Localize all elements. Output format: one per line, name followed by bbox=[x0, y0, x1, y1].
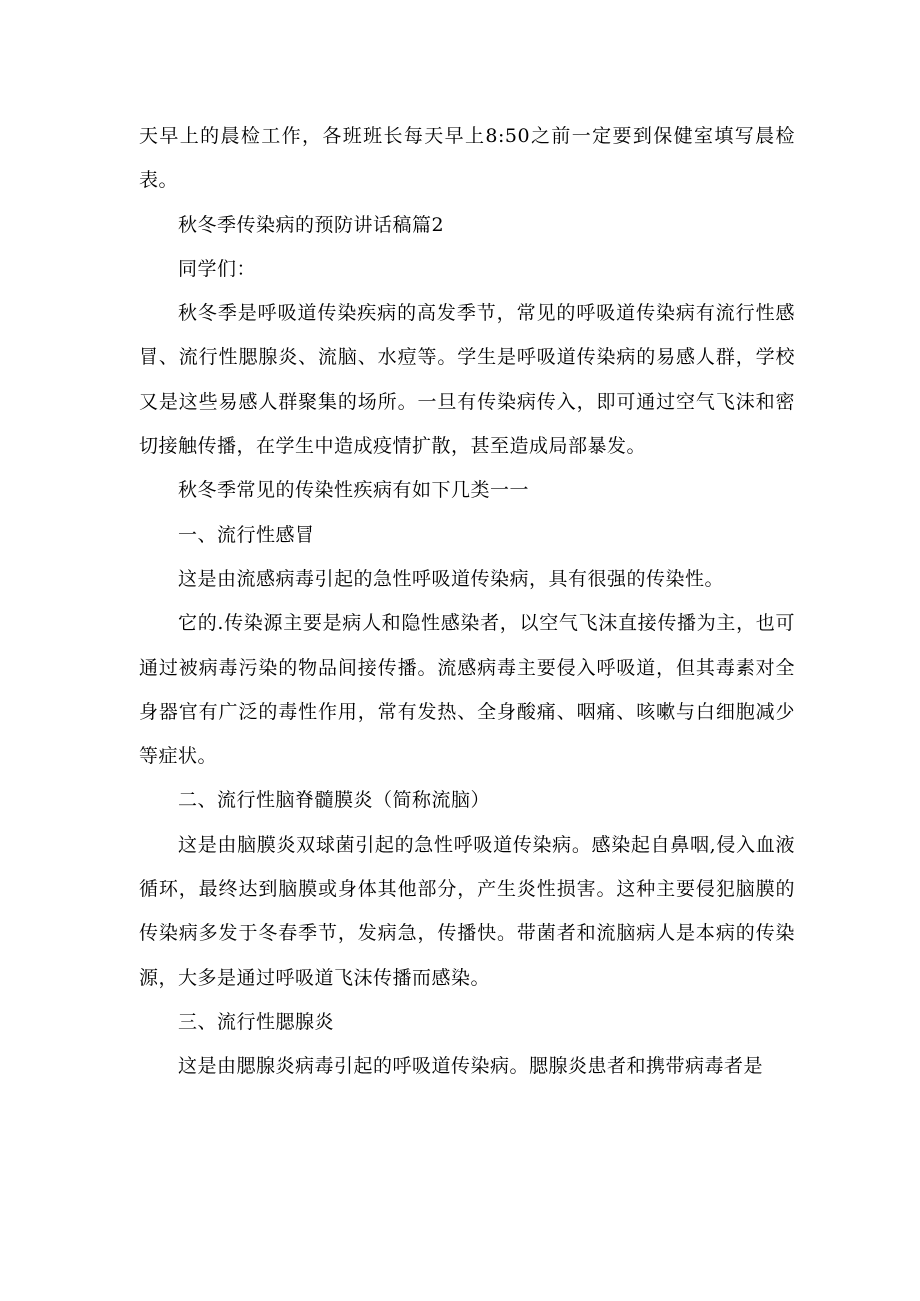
salutation: 同学们： bbox=[178, 257, 257, 280]
paragraph: 这是由流感病毒引起的急性呼吸道传染病，具有很强的传染性。 bbox=[178, 567, 725, 590]
subheading-influenza: 一、流行性感冒 bbox=[178, 523, 315, 546]
paragraph: 秋冬季是呼吸道传染疾病的高发季节，常见的呼吸道传染病有流行性感冒、流行性腮腺炎、流脑、水痘等。学生是呼吸道传染病的易感人群，学校又是这些易感人群聚集的场所。一旦有传染病传入，即可通过空气飞沫和密切接触传播，在学生中造成疫情扩散，甚至造成局部暴发。 bbox=[139, 302, 795, 458]
paragraph: 秋冬季常见的传染性疾病有如下几类一一 bbox=[178, 479, 530, 502]
section-heading: 秋冬季传染病的预防讲话稿篇2 bbox=[178, 213, 445, 236]
subheading-meningitis: 二、流行性脑脊髓膜炎（简称流脑） bbox=[178, 789, 491, 812]
paragraph: 这是由脑膜炎双球菌引起的急性呼吸道传染病。感染起自鼻咽,侵入血液循环，最终达到脑膜或身体其他部分，产生炎性损害。这种主要侵犯脑膜的传染病多发于冬春季节，发病急，传播快。带菌者和流脑病人是本病的传染源，大多是通过呼吸道飞沫传播而感染。 bbox=[139, 833, 795, 989]
paragraph: 它的.传染源主要是病人和隐性感染者，以空气飞沫直接传播为主，也可通过被病毒污染的物品间接传播。流感病毒主要侵入呼吸道，但其毒素对全身器官有广泛的毒性作用，常有发热、全身酸痛、咽痛、咳嗽与白细胞减少等症状。 bbox=[139, 612, 795, 768]
document-body bbox=[139, 114, 795, 1089]
paragraph: 这是由腮腺炎病毒引起的呼吸道传染病。腮腺炎患者和携带病毒者是 bbox=[178, 1055, 764, 1078]
subheading-mumps: 三、流行性腮腺炎 bbox=[178, 1010, 335, 1033]
paragraph-continuation: 天早上的晨检工作，各班班长每天早上8:50之前一定要到保健室填写晨检表。 bbox=[139, 125, 795, 192]
